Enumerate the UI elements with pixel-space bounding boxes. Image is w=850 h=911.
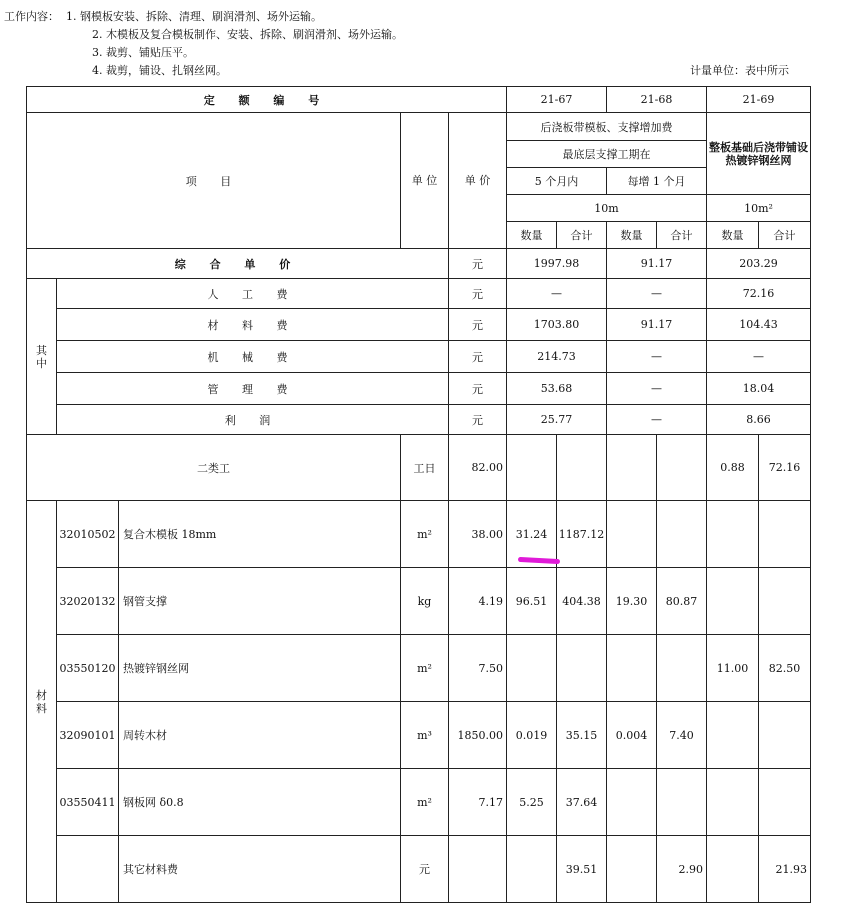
material-name: 复合木模板 18mm: [119, 501, 401, 568]
qty-header: 数量: [607, 222, 657, 249]
material-code: 03550120: [57, 635, 119, 702]
total-header: 合计: [759, 222, 811, 249]
work-content-line-1: 1. 钢模板安装、拆除、清理、刷润滑剂、场外运输。: [66, 10, 322, 23]
labor-cell: [607, 435, 657, 501]
material-name: 钢管支撑: [119, 568, 401, 635]
material-qty: 96.51: [507, 568, 557, 635]
material-qty: [707, 702, 759, 769]
material-qty: [707, 836, 759, 903]
unit-10m2: 10m²: [707, 195, 811, 222]
material-total: 80.87: [657, 568, 707, 635]
material-total: [657, 769, 707, 836]
material-total: 82.50: [759, 635, 811, 702]
unit-header: 单 位: [401, 113, 449, 249]
material-name: 周转木材: [119, 702, 401, 769]
material-qty: [607, 836, 657, 903]
labor-name: 二类工: [27, 435, 401, 501]
labor-price: 82.00: [449, 435, 507, 501]
quota-number-label: 定 额 编 号: [27, 87, 507, 113]
sub-row-value: —: [707, 341, 811, 373]
unit-10m: 10m: [507, 195, 707, 222]
summary-value: 1997.98: [507, 249, 607, 279]
sub-row-unit: 元: [449, 405, 507, 435]
material-qty: 19.30: [607, 568, 657, 635]
total-header: 合计: [557, 222, 607, 249]
sub-row-unit: 元: [449, 309, 507, 341]
sub-row-value: 1703.80: [507, 309, 607, 341]
quota-table: [26, 86, 811, 903]
material-unit: m²: [401, 769, 449, 836]
summary-label: 综 合 单 价: [27, 249, 449, 279]
work-content-line-2: 2. 木模板及复合模板制作、安装、拆除、刷润滑剂、场外运输。: [92, 28, 403, 41]
sub-row-name: 人 工 费: [57, 279, 449, 309]
labor-total: 72.16: [759, 435, 811, 501]
material-qty: 31.24: [507, 501, 557, 568]
material-code: 32010502: [57, 501, 119, 568]
material-qty: [607, 635, 657, 702]
sub-row-value: 18.04: [707, 373, 811, 405]
material-price: [449, 836, 507, 903]
material-total: [657, 635, 707, 702]
sub-row-value: —: [607, 279, 707, 309]
material-total: 39.51: [557, 836, 607, 903]
material-qty: [707, 501, 759, 568]
material-qty: [607, 769, 657, 836]
summary-value: 91.17: [607, 249, 707, 279]
qty-header: 数量: [507, 222, 557, 249]
material-price: 4.19: [449, 568, 507, 635]
material-total: 2.90: [657, 836, 707, 903]
col-21-68-description: 每增 1 个月: [607, 168, 707, 195]
material-unit: m³: [401, 702, 449, 769]
material-total: 37.64: [557, 769, 607, 836]
sub-row-value: —: [507, 279, 607, 309]
material-name: 热镀锌钢丝网: [119, 635, 401, 702]
material-qty: 0.004: [607, 702, 657, 769]
material-unit: 元: [401, 836, 449, 903]
sub-row-value: 25.77: [507, 405, 607, 435]
material-code: 32090101: [57, 702, 119, 769]
group-subtitle: 最底层支撑工期在: [507, 141, 707, 168]
labor-unit: 工日: [401, 435, 449, 501]
material-total: 21.93: [759, 836, 811, 903]
material-total: [557, 635, 607, 702]
sub-row-value: 53.68: [507, 373, 607, 405]
material-qty: 11.00: [707, 635, 759, 702]
sub-row-name: 材 料 费: [57, 309, 449, 341]
sub-row-value: —: [607, 341, 707, 373]
col-21-67-description: 5 个月内: [507, 168, 607, 195]
material-total: [759, 568, 811, 635]
material-unit: m²: [401, 635, 449, 702]
material-total: [657, 501, 707, 568]
code-21-67: 21-67: [507, 87, 607, 113]
qty-header: 数量: [707, 222, 759, 249]
sub-row-value: —: [607, 373, 707, 405]
work-content-label: 工作内容：: [4, 10, 59, 23]
work-content-line-4: 4. 裁剪，铺设、扎钢丝网。: [92, 64, 227, 77]
material-unit: kg: [401, 568, 449, 635]
qizhong-label: 其 中: [27, 279, 57, 435]
code-21-69: 21-69: [707, 87, 811, 113]
material-price: 1850.00: [449, 702, 507, 769]
material-code: 03550411: [57, 769, 119, 836]
material-unit: m²: [401, 501, 449, 568]
summary-unit: 元: [449, 249, 507, 279]
sub-row-name: 机 械 费: [57, 341, 449, 373]
total-header: 合计: [657, 222, 707, 249]
material-total: [759, 769, 811, 836]
material-total: 7.40: [657, 702, 707, 769]
code-21-68: 21-68: [607, 87, 707, 113]
material-qty: [507, 635, 557, 702]
sub-row-value: —: [607, 405, 707, 435]
material-qty: 5.25: [507, 769, 557, 836]
material-qty: 0.019: [507, 702, 557, 769]
labor-cell: [557, 435, 607, 501]
material-total: 35.15: [557, 702, 607, 769]
sub-row-name: 利 润: [57, 405, 449, 435]
sub-row-value: 72.16: [707, 279, 811, 309]
material-code: [57, 836, 119, 903]
sub-row-value: 8.66: [707, 405, 811, 435]
material-total: [759, 501, 811, 568]
item-header: 项 目: [27, 113, 401, 249]
material-price: 7.17: [449, 769, 507, 836]
material-code: 32020132: [57, 568, 119, 635]
labor-cell: [507, 435, 557, 501]
sub-row-unit: 元: [449, 341, 507, 373]
measurement-unit-note: 计量单位：表中所示: [690, 64, 789, 77]
sub-row-value: 214.73: [507, 341, 607, 373]
col-21-69-description: 整板基础后浇带铺设热镀锌钢丝网: [707, 113, 811, 195]
material-qty: [707, 769, 759, 836]
group-title: 后浇板带模板、支撑增加费: [507, 113, 707, 141]
summary-value: 203.29: [707, 249, 811, 279]
sub-row-value: 104.43: [707, 309, 811, 341]
sub-row-unit: 元: [449, 373, 507, 405]
sub-row-value: 91.17: [607, 309, 707, 341]
labor-qty: 0.88: [707, 435, 759, 501]
material-qty: [507, 836, 557, 903]
material-name: 其它材料费: [119, 836, 401, 903]
sub-row-unit: 元: [449, 279, 507, 309]
labor-cell: [657, 435, 707, 501]
sub-row-name: 管 理 费: [57, 373, 449, 405]
material-qty: [707, 568, 759, 635]
material-price: 7.50: [449, 635, 507, 702]
price-header: 单 价: [449, 113, 507, 249]
material-total: [759, 702, 811, 769]
work-content-line-3: 3. 裁剪、铺贴压平。: [92, 46, 194, 59]
material-name: 钢板网 δ0.8: [119, 769, 401, 836]
material-price: 38.00: [449, 501, 507, 568]
material-total: 1187.12: [557, 501, 607, 568]
materials-label: 材 料: [27, 501, 57, 903]
material-total: 404.38: [557, 568, 607, 635]
material-qty: [607, 501, 657, 568]
